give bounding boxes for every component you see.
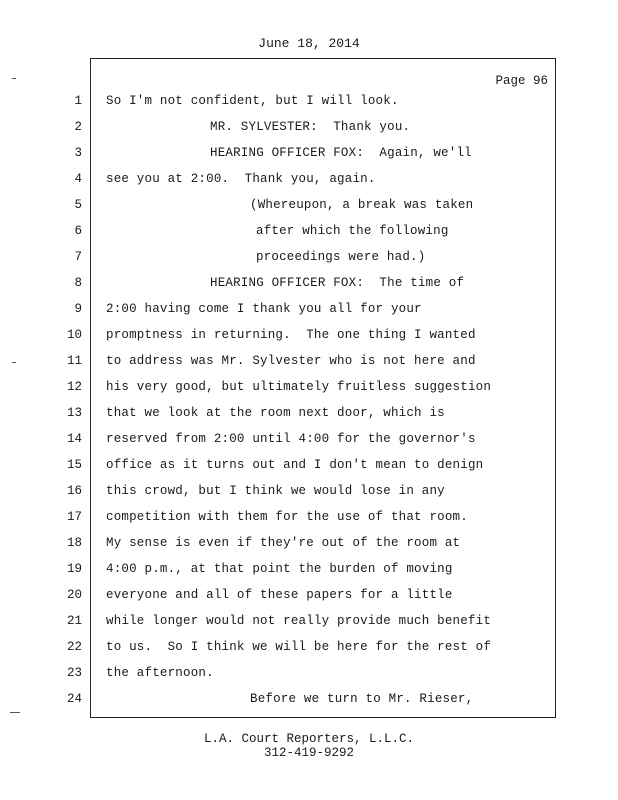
line-number: 19 <box>66 562 82 576</box>
line-number: 16 <box>66 484 82 498</box>
line-number: 15 <box>66 458 82 472</box>
transcript-line: Before we turn to Mr. Rieser, <box>250 692 474 706</box>
line-number: 11 <box>66 354 82 368</box>
transcript-line: that we look at the room next door, which is <box>106 406 445 420</box>
margin-tick <box>12 362 16 363</box>
transcript-line: see you at 2:00. Thank you, again. <box>106 172 376 186</box>
line-number: 9 <box>74 302 82 316</box>
line-number: 22 <box>66 640 82 654</box>
transcript-line: after which the following <box>256 224 449 238</box>
transcript-line: his very good, but ultimately fruitless suggestion <box>106 380 492 394</box>
transcript-line: HEARING OFFICER FOX: Again, we'll <box>210 146 472 160</box>
line-number: 14 <box>66 432 82 446</box>
transcript-date: June 18, 2014 <box>258 36 360 51</box>
footer-company: L.A. Court Reporters, L.L.C. <box>203 732 415 746</box>
margin-tick <box>10 712 20 713</box>
margin-tick <box>12 78 16 79</box>
transcript-line: while longer would not really provide much benefit <box>106 614 492 628</box>
transcript-line: HEARING OFFICER FOX: The time of <box>210 276 465 290</box>
transcript-line: reserved from 2:00 until 4:00 for the governor's <box>106 432 476 446</box>
line-number: 17 <box>66 510 82 524</box>
transcript-line: competition with them for the use of that room. <box>106 510 468 524</box>
transcript-line: (Whereupon, a break was taken <box>250 198 474 212</box>
footer-phone: 312-419-9292 <box>263 746 354 760</box>
transcript-line: office as it turns out and I don't mean to denign <box>106 458 484 472</box>
line-number: 24 <box>66 692 82 706</box>
line-number: 23 <box>66 666 82 680</box>
transcript-line: everyone and all of these papers for a little <box>106 588 453 602</box>
transcript-line: to us. So I think we will be here for the rest of <box>106 640 492 654</box>
transcript-line: to address was Mr. Sylvester who is not here and <box>106 354 476 368</box>
line-number: 5 <box>74 198 82 212</box>
page-number: Page 96 <box>495 74 548 88</box>
line-number: 7 <box>74 250 82 264</box>
line-number: 10 <box>66 328 82 342</box>
line-number: 4 <box>74 172 82 186</box>
transcript-line: this crowd, but I think we would lose in any <box>106 484 445 498</box>
line-number: 21 <box>66 614 82 628</box>
transcript-line: 2:00 having come I thank you all for your <box>106 302 422 316</box>
line-number: 18 <box>66 536 82 550</box>
transcript-line: MR. SYLVESTER: Thank you. <box>210 120 411 134</box>
line-number: 1 <box>74 94 82 108</box>
transcript-line: promptness in returning. The one thing I wanted <box>106 328 476 342</box>
line-number: 8 <box>74 276 82 290</box>
line-number: 6 <box>74 224 82 238</box>
line-number: 3 <box>74 146 82 160</box>
transcript-line: 4:00 p.m., at that point the burden of moving <box>106 562 453 576</box>
transcript-line: the afternoon. <box>106 666 214 680</box>
transcript-line: So I'm not confident, but I will look. <box>106 94 399 108</box>
line-number: 12 <box>66 380 82 394</box>
line-number: 13 <box>66 406 82 420</box>
line-number: 20 <box>66 588 82 602</box>
transcript-line: proceedings were had.) <box>256 250 426 264</box>
line-number: 2 <box>74 120 82 134</box>
transcript-line: My sense is even if they're out of the room at <box>106 536 461 550</box>
